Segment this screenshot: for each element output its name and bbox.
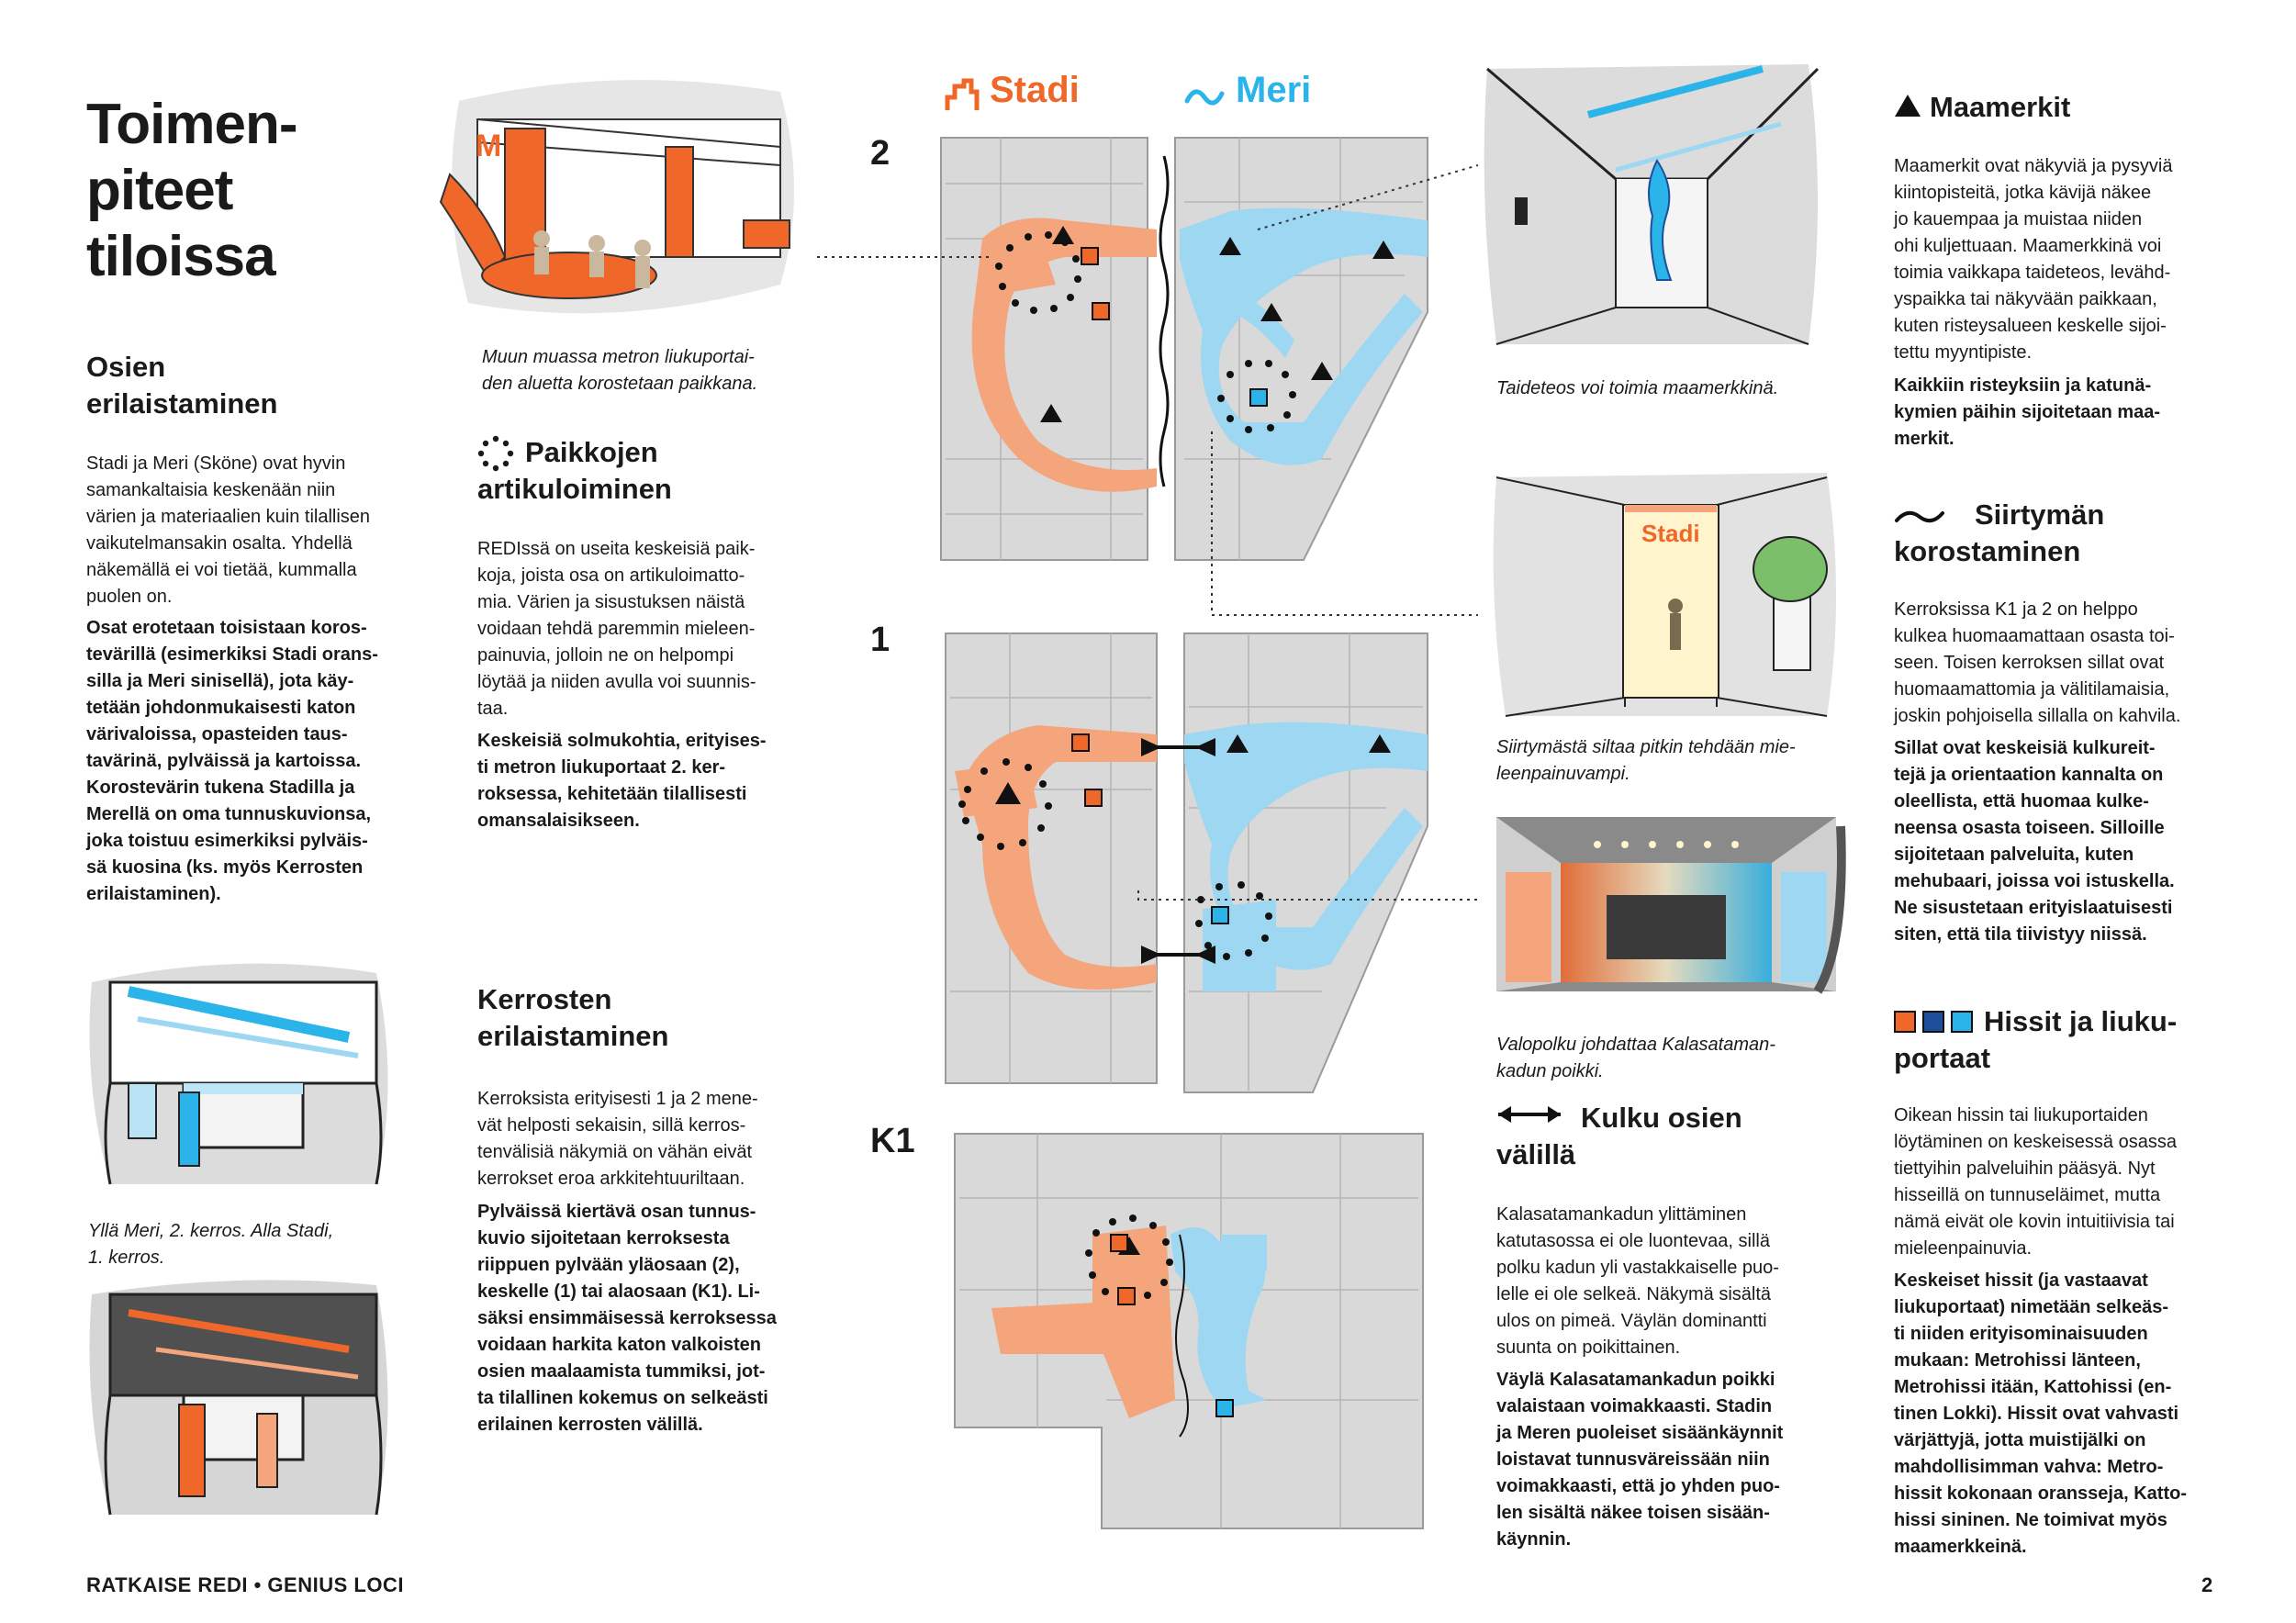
kulku-body: Kalasatamankadun ylittäminen katutasossa ei ole luontevaa, sillä polku kadun yli vastakkaiselle puo- lelle ei ole selkeä. Näkymä sisältä ulos on pimeä. Väylän dominantti suunta on poikittainen. (1496, 1204, 1779, 1358)
section-heading-osien: Osien erilaistaminen (86, 351, 278, 420)
section-heading-siirtyman: Siirtymän korostaminen (1894, 498, 2105, 567)
kerrosten-body: Kerroksista erityisesti 1 ja 2 mene- vät helposti sekaisin, sillä kerros- tenvälisiä näkymiä on vähän eivät kerrokset eroa arkkitehtuuriltaan. (477, 1089, 758, 1189)
page-title: Toimen- piteet tiloissa (86, 93, 297, 288)
level-label-2: 2 (870, 134, 890, 173)
footer-publication: RATKAISE REDI • GENIUS LOCI (86, 1573, 404, 1596)
hissit-body: Oikean hissin tai liukuportaiden löytäminen on keskeisessä osassa tiettyihin palveluihin pääsyä. Nyt hisseillä on tunnuseläimet, mutta nämä eivät ole kovin intuitiivisia tai mieleenpainuvia. (1894, 1105, 2177, 1259)
section-heading-kerrosten: Kerrosten erilaistaminen (477, 983, 669, 1052)
bridge-caption: Siirtymästä siltaa pitkin tehdään mie- leenpainuvampi. (1496, 737, 1796, 784)
siirtyman-bold: Sillat ovat keskeisiä kulkureit- tejä ja orientaation kannalta on oleellista, että huomaa kulke- neensa osasta toiseen. Silloille sijoitetaan palveluita, kuten mehubaari, joissa voi istuskella. Ne sisustetaan erityislaatuisesti siten, että tila tiivistyy niissä. (1894, 738, 2175, 945)
corridor-caption: Yllä Meri, 2. kerros. Alla Stadi, 1. kerros. (88, 1221, 334, 1268)
section-heading-paikkojen: Paikkojen artikuloiminen (477, 436, 672, 505)
hissit-bold: Keskeiset hissit (ja vastaavat liukuportaat) nimetään selkeäs- ti niiden erityisominaisuuden mukaan: Metrohissi länteen, Metrohissi itään, Kattohissi (en- tinen Lokki). Hissit ovat vahvasti värjättyjä, jotta muistijälki on mahdollisimman vahva: Metro- hissit kokonaan oransseja, Katto- hissi sininen. Ne toimivat myös maamerkkeinä. (1894, 1270, 2187, 1557)
art-corridor-sketch (1478, 60, 1827, 353)
osien-body: Stadi ja Meri (Sköne) ovat hyvin samankaltaisia keskenään niin värien ja materiaalien kuin tilallisen vaikutelmansakin osalta. Yhdellä näkemällä ei voi tietää, kummalla puolen on. (86, 453, 371, 607)
bridge-sketch (1487, 468, 1845, 725)
meri-wave-icon (1184, 86, 1225, 108)
metro-sign-letter: M (476, 129, 502, 163)
corridor-sketch-stadi (73, 1276, 404, 1524)
maamerkit-bold: Kaikkiin risteyksiin ja katunä- kymien päihin sijoitetaan maa- merkit. (1894, 375, 2161, 449)
stadi-label: Stadi (990, 70, 1080, 110)
level-label-k1: K1 (870, 1122, 915, 1160)
kulku-bold: Väylä Kalasatamankadun poikki valaistaan voimakkaasti. Stadin ja Meren puoleiset sisäänkäynnit loistavat tunnusväreissään niin voimakkaasti, että jo yhden puo- len sisältä näkee toisen sisään- käynnin. (1496, 1370, 1784, 1550)
page-number: 2 (2201, 1573, 2213, 1596)
osien-bold: Osat erotetaan toisistaan koros- tevärillä (esimerkiksi Stadi orans- silla ja Meri sinisellä), jota käy- tetään johdonmukaisesti katon värivaloissa, opasteiden taus- tavärinä, pylväissä ja kartoissa. Korostevärin tukena Stadilla ja Merellä on oma tunnuskuvionsa, joka toistuu esimerkiksi pylväis- sä kuosina (ks. myös Kerrosten erilaistaminen). (86, 618, 378, 904)
dotted-circle-icon (477, 435, 514, 472)
lightpath-sketch (1487, 808, 1845, 1019)
meri-label: Meri (1236, 70, 1312, 110)
maamerkit-body: Maamerkit ovat näkyviä ja pysyviä kiintopisteitä, jotka kävijä näkee jo kauempaa ja muistaa niiden ohi kuljettuaan. Maamerkkinä voi toimia vaikkapa taideteos, levähd- yspaikka tai näkyvään paikkaan, kuten risteysalueen keskelle sijoi- tettu myyntipiste. (1894, 156, 2173, 363)
metro-caption: Muun muassa metron liukuportai- den aluetta korostetaan paikkana. (482, 347, 758, 394)
siirtyman-body: Kerroksissa K1 ja 2 on helppo kulkea huomaamattaan osasta toi- seen. Toisen kerroksen sillat ovat huomaamattomia ja välitilamaisia, joskin pohjoisella sillalla on kahvila. (1894, 599, 2181, 726)
metro-sketch (431, 64, 817, 340)
triangle-landmark-icon (1894, 94, 1921, 118)
dotted-connectors (817, 174, 1478, 927)
stadi-sign-text: Stadi (1641, 520, 1700, 547)
stadi-logo-icon (944, 79, 980, 112)
section-heading-hissit: Hissit ja liuku- portaat (1894, 1005, 2178, 1074)
art-caption: Taideteos voi toimia maamerkkinä. (1496, 378, 1779, 398)
corridor-sketch-meri (73, 955, 404, 1203)
paikkojen-body: REDIssä on useita keskeisiä paik- koja, joista osa on artikuloimatto- mia. Värien ja sisustuksen näistä voidaan tehdä paremmin mieleen- painuvia, jolloin ne on helpompi löytää ja niiden avulla voi suunnis- taa. (477, 539, 756, 719)
paikkojen-bold: Keskeisiä solmukohtia, erityises- ti metron liukuportaat 2. ker- roksessa, kehitetään tilallisesti omansalaisikseen. (477, 731, 767, 831)
lightpath-caption: Valopolku johdattaa Kalasataman- kadun poikki. (1496, 1035, 1775, 1081)
floor-plan-level-k1 (946, 1125, 1450, 1547)
section-heading-kulku: Kulku osien välillä (1496, 1102, 1742, 1170)
section-heading-maamerkit: Maamerkit (1930, 91, 2071, 123)
level-label-1: 1 (870, 621, 890, 659)
kerrosten-bold: Pylväissä kiertävä osan tunnus- kuvio sijoitetaan kerroksesta riippuen pylvään yläosaan (2), keskelle (1) tai alaosaan (K1). Li- säksi ensimmäisessä kerroksessa voidaan harkita katon valkoisten osien maalaamista tummiksi, jot- ta tilallinen kokemus on selkeästi erilainen kerrosten välillä. (477, 1202, 777, 1435)
